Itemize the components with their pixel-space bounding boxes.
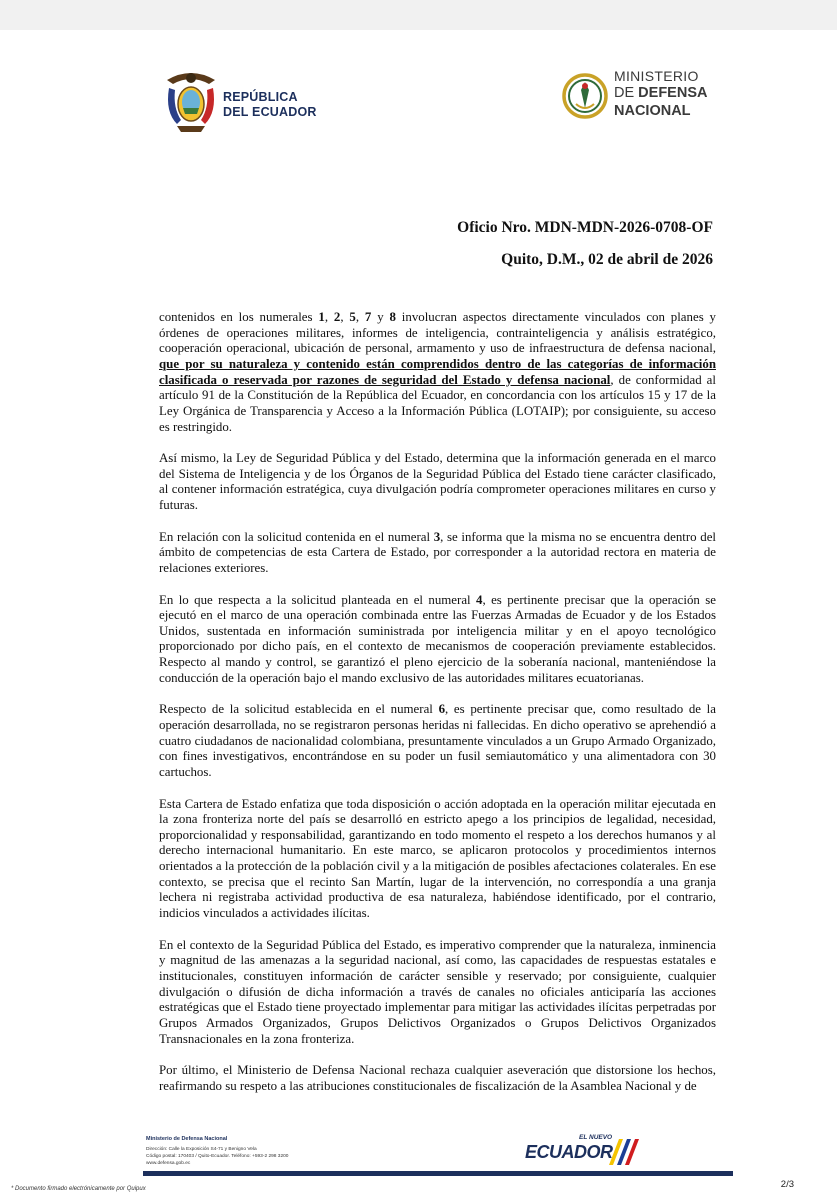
paragraph-1	[159, 310, 716, 435]
p4-numeral: 4	[476, 592, 483, 607]
logo-text-ministerio: MINISTERIO	[614, 68, 699, 84]
footer-website: www.defensa.gob.ec	[146, 1161, 191, 1166]
p3-numeral: 3	[433, 529, 441, 544]
flag-stripes-icon	[601, 1137, 641, 1167]
letter-body	[159, 310, 716, 1110]
logo-text-defensa: DEFENSA	[638, 85, 708, 101]
footer-address: Dirección: Calle la Exposición S4-71 y Benigno Vela	[146, 1147, 257, 1152]
p4-text-b: , es pertinente precisar que la operación se ejecutó en el marco de una operación combinada entre las Fuerzas Armadas de Ecuador y de los Estados Unidos, sustentada en información suministrada por inteligencia militar y en el apoyo tecnológico proporcionado por dicho país, en el contexto de mecanismos de cooperación previamente establecidos. Respecto al mando y control, se garantizó el pleno ejercicio de la soberanía nacional, manteniéndose la conducción de la operación bajo el mando exclusivo de las autoridades militares ecuatorianas.	[159, 592, 716, 685]
electronic-signature-note: * Documento firmado electrónicamente por Quipux	[11, 1186, 146, 1192]
paragraph-2: Así mismo, la Ley de Seguridad Pública y del Estado, determina que la información generada en el marco del Sistema de Inteligencia y de los Órganos de la Seguridad Pública del Estado tiene carácter clasificado, al contener información estratégica, cuya divulgación podría comprometer operaciones militares en curso y futuras.	[159, 451, 716, 513]
p5-text-b: , es pertinente precisar que, como resultado de la operación desarrollada, no se registraron personas heridas ni fallecidas. En dicho operativo se aprehendió a cuatro ciudadanos de nacionalidad colombiana, presuntamente vinculados a un Grupo Armado Organizado, con fines investigativos, encontrándose en su poder un fusil semiautomático y una alimentadora con 30 cartuchos.	[159, 702, 716, 779]
place-date: Quito, D.M., 02 de abril de 2026	[501, 251, 713, 268]
el-nuevo-ecuador-logo	[525, 1133, 635, 1169]
ministerio-defensa-logo	[562, 68, 722, 128]
paragraph-4	[159, 593, 716, 687]
p1-underlined-text: que por su naturaleza y contenido están comprendidos dentro de las categorías de información clasificada o reservada por razones de seguridad del Estado y defensa nacional	[159, 356, 716, 387]
page-footer	[143, 1133, 739, 1183]
paragraph-3	[159, 530, 716, 577]
footer-postal-phone: Código postal: 170403 / Quito-Ecuador. Teléfono: +593-2 298 3200	[146, 1154, 289, 1159]
footer-bar	[143, 1171, 733, 1176]
office-number: Oficio Nro. MDN-MDN-2026-0708-OF	[457, 219, 713, 236]
p5-text-a: Respecto de la solicitud establecida en el numeral	[159, 702, 439, 717]
logo-text-de-defensa	[614, 85, 707, 101]
brand-ecuador: ECUADOR	[525, 1142, 613, 1162]
ministry-emblem-icon	[562, 70, 608, 122]
viewer-top-strip	[0, 0, 837, 30]
logo-text-del-ecuador: DEL ECUADOR	[223, 105, 317, 119]
page-number: 2/3	[780, 1179, 794, 1190]
p3-text-b: , se informa que la misma no se encuentra dentro del ámbito de competencias de esta Cartera de Estado, por corresponder a la autoridad rectora en materia de relaciones exteriores.	[159, 529, 716, 575]
paragraph-7: En el contexto de la Seguridad Pública del Estado, es imperativo comprender que la naturaleza, inminencia y magnitud de las amenazas a la seguridad nacional, así como, las capacidades de respuestas estatales e institucionales, constituyen información de carácter sensible y reservado; por consiguiente, cualquier divulgación o difusión de dicha información a través de canales no oficiales anticiparía las acciones estratégicas que el Estado tiene proyectado implementar para mitigar las actividades ilícitas perpetradas por Grupos Armados Organizados, Grupos Delictivos Organizados o Grupos Delictivos Organizados Transnacionales en la zona fronteriza.	[159, 937, 716, 1046]
paragraph-8: Por último, el Ministerio de Defensa Nacional rechaza cualquier aseveración que distorsione los hechos, reafirmando su respeto a las atribuciones constitucionales de fiscalización de la Asamblea Nacional y de	[159, 1063, 716, 1093]
p1-text-b: involucran aspectos directamente vinculados con planes y órdenes de operaciones militares, informes de inteligencia, contrainteligencia y análisis estratégico, cooperación operacional, ubicación de personal, armamento y uso de infraestructura de defensa nacional,	[159, 310, 716, 356]
p5-numeral: 6	[438, 702, 446, 717]
logo-text-republica: REPÚBLICA	[223, 90, 298, 104]
p1-text-a: contenidos en los numerales	[159, 310, 319, 324]
p1-numeral-1: 1	[318, 310, 325, 324]
p1-numeral-2: 2	[333, 310, 341, 324]
republica-ecuador-logo	[163, 68, 317, 138]
p1-numeral-8: 8	[389, 310, 396, 324]
p4-text-a: En lo que respecta a la solicitud planteada en el numeral	[159, 592, 477, 607]
brand-el-nuevo: EL NUEVO	[579, 1134, 613, 1141]
p1-sep-2: ,	[340, 310, 350, 324]
logo-text-nacional: NACIONAL	[614, 103, 691, 119]
p1-text-c: , de conformidad al artículo 91 de la Constitución de la República del Ecuador, en concordancia con los artículos 15 y 17 de la Ley Orgánica de Transparencia y Acceso a la Información Pública (LOTAIP); por consiguiente, su acceso es restringido.	[159, 372, 716, 434]
footer-ministry-name: Ministerio de Defensa Nacional	[146, 1136, 228, 1142]
p1-sep-1: ,	[324, 310, 334, 324]
p1-numeral-5: 5	[349, 310, 356, 324]
p3-text-a: En relación con la solicitud contenida en el numeral	[159, 529, 434, 544]
ecuador-coat-of-arms-icon	[163, 68, 219, 134]
p1-sep-3: ,	[355, 310, 365, 324]
p1-numeral-7: 7	[364, 310, 372, 324]
logo-text-de: DE	[614, 85, 639, 101]
paragraph-6: Esta Cartera de Estado enfatiza que toda disposición o acción adoptada en la operación militar ejecutada en la zona fronteriza norte del país se desarrolló en estricto apego a los principios de legalidad, necesidad, proporcionalidad y responsabilidad, garantizando en todo momento el respeto a los derechos humanos y al derecho internacional humanitario. En este marco, se aplicaron protocolos y procedimientos internos orientados a la protección de la población civil y a la mitigación de posibles afectaciones colaterales. En ese contexto, se precisa que el recinto San Martín, lugar de la intervención, no correspondía a una granja lechera ni registraba actividad productiva de esa naturaleza, habiéndose identificado, por el contrario, indicios vinculados a actividades ilícitas.	[159, 796, 716, 921]
paragraph-5	[159, 702, 716, 780]
p1-sep-4: y	[371, 310, 390, 324]
